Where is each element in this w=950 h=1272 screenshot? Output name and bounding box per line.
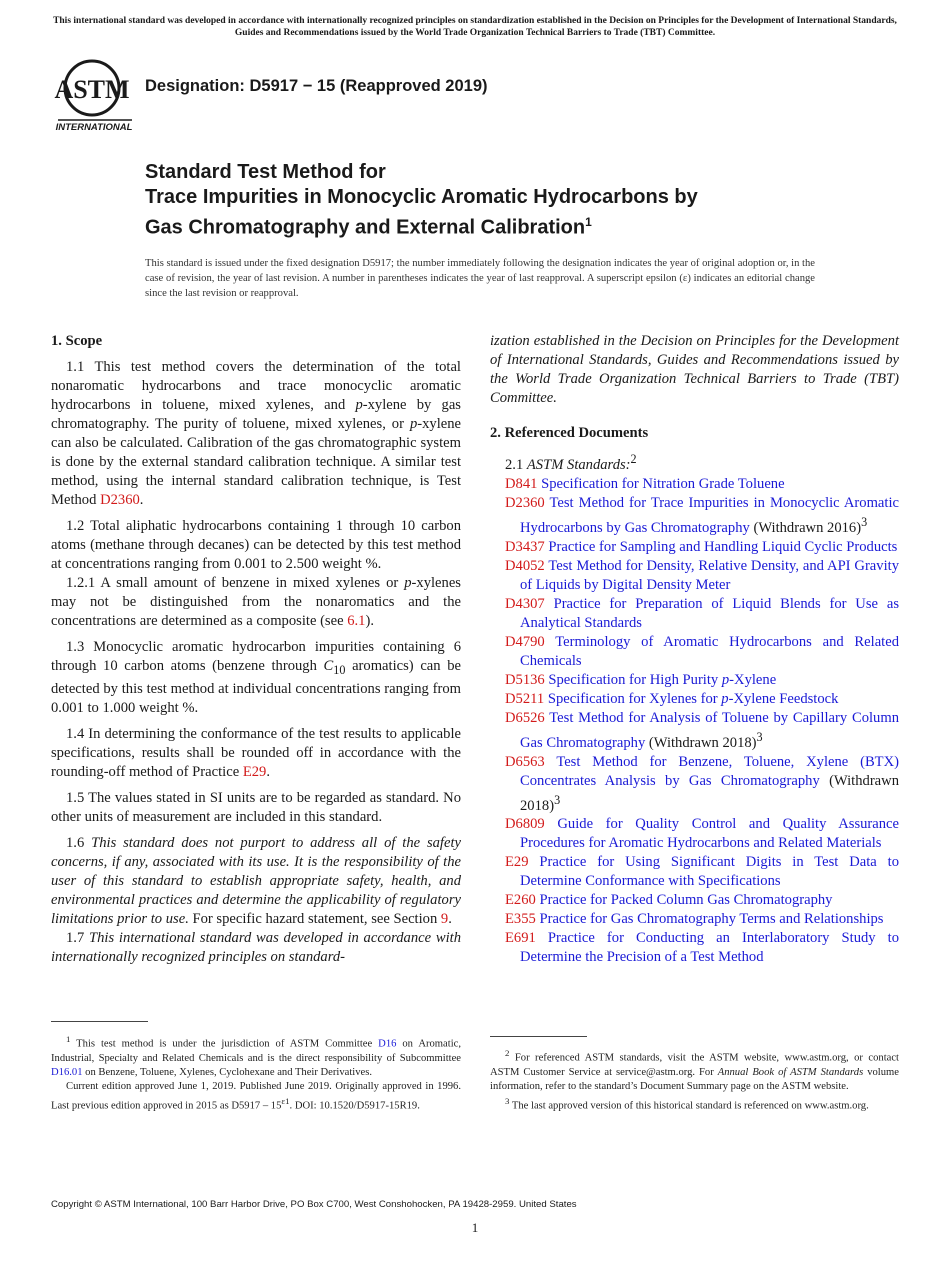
reference-title-link[interactable]: Test Method for Trace Impurities in Monocyclic Aromatic Hydrocarbons by Gas Chromatography (520, 494, 899, 536)
reference-title-link[interactable]: Practice for Preparation of Liquid Blends for Use as Analytical Standards (520, 595, 899, 631)
reference-item (490, 853, 899, 891)
reference-note: (Withdrawn 2018) (645, 734, 757, 751)
reference-item (490, 690, 899, 709)
right-column (490, 332, 899, 967)
reference-item (490, 891, 899, 910)
link-section-6-1[interactable]: 6.1 (347, 613, 366, 629)
reference-item (490, 815, 899, 853)
reference-code-link[interactable]: D2360 (505, 494, 545, 511)
reference-title-link[interactable]: Specification for Nitration Grade Toluene (541, 475, 785, 492)
designation: Designation: D5917 − 15 (Reapproved 2019) (145, 77, 488, 95)
paragraph-1-5: 1.5 The values stated in SI units are to be regarded as standard. No other units of measurement are included in this standard. (51, 789, 461, 825)
reference-item (490, 633, 899, 671)
reference-note: (Withdrawn 2018) (520, 772, 899, 814)
reference-item (490, 910, 899, 929)
left-column (51, 332, 461, 967)
footnotes-left (51, 1032, 461, 1113)
paragraph-1-2: 1.2 Total aliphatic hydrocarbons containing 1 through 10 carbon atoms (methane through decanes) can be detected by this test method at concentrations ranging from 0.001 to 2.500 weight %. (51, 518, 461, 572)
reference-code-link[interactable]: D3437 (505, 538, 545, 555)
reference-item (490, 671, 899, 690)
reference-footnote-mark: 3 (861, 514, 868, 529)
reference-code-link[interactable]: D6809 (505, 816, 545, 833)
reference-code-link[interactable]: D4307 (505, 595, 545, 612)
reference-item (490, 557, 899, 595)
reference-title-link[interactable]: Practice for Using Significant Digits in Test Data to Determine Conformance with Specifications (520, 854, 899, 890)
reference-title-link[interactable]: Terminology of Aromatic Hydrocarbons and Related Chemicals (520, 633, 899, 669)
document-title (145, 160, 865, 241)
reference-code-link[interactable]: E260 (505, 892, 536, 909)
paragraph-1-4: 1.4 In determining the conformance of the test results to applicable specifications, results shall be rounded off in accordance with the rounding-off method of Practice E29. (51, 725, 461, 780)
paragraph-1-6: 1.6 This standard does not purport to address all of the safety concerns, if any, associated with its use. It is the responsibility of the user of this standard to establish appropriate safety, health, and environmental practices and determine the applicability of regulatory limitations prior to use. For specific hazard statement, see Section 9. (51, 834, 461, 927)
reference-title-link[interactable]: Practice for Packed Column Gas Chromatography (539, 892, 833, 909)
referenced-documents-list (490, 475, 899, 968)
reference-code-link[interactable]: D6526 (505, 709, 545, 726)
reference-code-link[interactable]: D6563 (505, 753, 545, 770)
reference-code-link[interactable]: D841 (505, 475, 538, 492)
reference-title-link[interactable]: Specification for High Purity p-Xylene (548, 671, 777, 688)
reference-title-link[interactable]: Practice for Sampling and Handling Liquid Cyclic Products (548, 538, 898, 555)
reference-item (490, 709, 899, 753)
link-d2360[interactable]: D2360 (100, 492, 140, 508)
reference-title-link[interactable]: Specification for Xylenes for p-Xylene Feedstock (547, 690, 839, 707)
subsection-2-1: 2.1 ASTM Standards:$^2$ (505, 452, 637, 473)
footnote-2: $^2$ For referenced ASTM standards, visit the ASTM website, www.astm.org, or contact ASTM Customer Service at service@astm.org. For Annual Book of ASTM Standards volume information, refer to the standard’s Document Summary page on the ASTM website. (490, 1048, 899, 1092)
issuance-note: This standard is issued under the fixed designation D5917; the number immediately following the designation indicates the year of original adoption or, in the case of revision, the year of last revision. A number in parentheses indicates the year of last reapproval. A superscript epsilon (ε) indicates an editorial change since the last revision or reapproval. (145, 258, 815, 299)
paragraph-1-2-1: 1.2.1 A small amount of benzene in mixed xylenes or p-xylenes may not be distinguished from the nonaromatics and the concentrations are determined as a composite (see 6.1). (51, 575, 461, 629)
reference-code-link[interactable]: D5136 (505, 671, 545, 688)
reference-note: (Withdrawn 2016) (749, 519, 862, 536)
reference-title-link[interactable]: Test Method for Benzene, Toluene, Xylene (BTX) Concentrates Analysis by Gas Chromatography (520, 753, 899, 789)
reference-item (490, 475, 899, 494)
reference-item (490, 753, 899, 816)
reference-code-link[interactable]: E29 (505, 854, 529, 871)
link-e29[interactable]: E29 (242, 763, 267, 780)
footnote-rule-right (490, 1036, 587, 1037)
paragraph-1-7: 1.7 This international standard was developed in accordance with internationally recognized principles on standard- (51, 929, 462, 965)
title-line-3: Gas Chromatography and External Calibration$^1$ (145, 215, 592, 239)
logo-subtitle: INTERNATIONAL (55, 122, 133, 132)
footnote-3: $^3$ The last approved version of this historical standard is referenced on www.astm.org. (505, 1095, 869, 1112)
title-line-2: Trace Impurities in Monocyclic Aromatic Hydrocarbons by (145, 186, 698, 208)
paragraph-1-3: 1.3 Monocyclic aromatic hydrocarbon impurities containing 6 through 10 carbon atoms (benzene through $C_{10}$ aromatics) can be detected by this test method at individual concentrations ranging from 0.001 to 1.000 weight %. (51, 639, 461, 716)
paragraph-1-7-continued: ization established in the Decision on Principles for the Development of International Standards, Guides and Recommendations issued by the World Trade Organization Technical Barriers to Trade (TBT) Committee. (490, 333, 899, 406)
link-committee-d16[interactable]: D16 (378, 1038, 397, 1050)
reference-title-link[interactable]: Practice for Conducting an Interlaboratory Study to Determine the Precision of a Test Method (520, 930, 899, 966)
link-subcommittee-d16-01[interactable]: D16.01 (51, 1066, 83, 1078)
footnote-1: $^1$ This test method is under the jurisdiction of ASTM Committee D16 on Aromatic, Industrial, Specialty and Related Chemicals and is the direct responsibility of Subcommittee D16.01 on Benzene, Toluene, Xylenes, Cyclohexane and Their Derivatives. (51, 1034, 461, 1078)
reference-code-link[interactable]: D4052 (505, 557, 545, 574)
footnotes-right (490, 1046, 899, 1113)
wto-banner: This international standard was developed in accordance with internationally recognized principles on standardization established in the Decision on Principles for the Development of International Standards, Guides and Recommendations issued by the World Trade Organization Technical Barriers to Trade (TBT) Committee. (53, 16, 897, 38)
reference-code-link[interactable]: D5211 (505, 690, 545, 707)
copyright-notice: Copyright © ASTM International, 100 Barr Harbor Drive, PO Box C700, West Conshohocken, PA 19428-2959. United States (51, 1199, 577, 1210)
reference-title-link[interactable]: Guide for Quality Control and Quality Assurance Procedures for Aromatic Hydrocarbons and Related Materials (520, 816, 900, 852)
reference-item (490, 538, 899, 557)
reference-title-link[interactable]: Practice for Gas Chromatography Terms and Relationships (539, 911, 884, 928)
reference-title-link[interactable]: Test Method for Density, Relative Density, and API Gravity of Liquids by Digital Density Meter (520, 557, 899, 593)
reference-item (490, 494, 899, 538)
reference-code-link[interactable]: E355 (505, 911, 536, 928)
reference-code-link[interactable]: E691 (505, 930, 536, 947)
reference-code-link[interactable]: D4790 (505, 633, 545, 650)
footnote-rule-left (51, 1021, 148, 1022)
link-section-9[interactable]: 9 (440, 910, 449, 927)
reference-footnote-mark: 3 (554, 792, 561, 807)
title-line-1: Standard Test Method for (145, 161, 386, 183)
footnote-1-edition: Current edition approved June 1, 2019. Published June 2019. Originally approved in 1996. Last previous edition approved in 2015 as $D5917 - 15^{\varepsilon 1}$. DOI: 10.1520/D5917-15R19. (51, 1080, 461, 1112)
reference-item (490, 595, 899, 633)
logo-letters: ASTM (54, 75, 130, 104)
title-footnote-mark: 1 (585, 215, 592, 229)
page-number: 1 (471, 1220, 479, 1235)
paragraph-1-1: 1.1 This test method covers the determination of the total nonaromatic hydrocarbons and trace monocyclic aromatic hydrocarbons in toluene, mixed xylenes, and p-xylene by gas chromatography. The purity of toluene, mixed xylenes, or p-xylene can also be calculated. Calibration of the gas chromatographic system is done by the external standard calibration technique. A similar test method, using the internal standard calibration technique, is Test Method D2360. (51, 359, 461, 508)
reference-item (490, 929, 899, 967)
section-heading-scope: 1. Scope (51, 333, 103, 349)
reference-title-link[interactable]: Test Method for Analysis of Toluene by Capillary Column Gas Chromatography (520, 709, 899, 751)
astm-logo (52, 56, 136, 132)
reference-footnote-mark: 3 (756, 729, 763, 744)
section-heading-referenced-documents: 2. Referenced Documents (490, 425, 649, 441)
